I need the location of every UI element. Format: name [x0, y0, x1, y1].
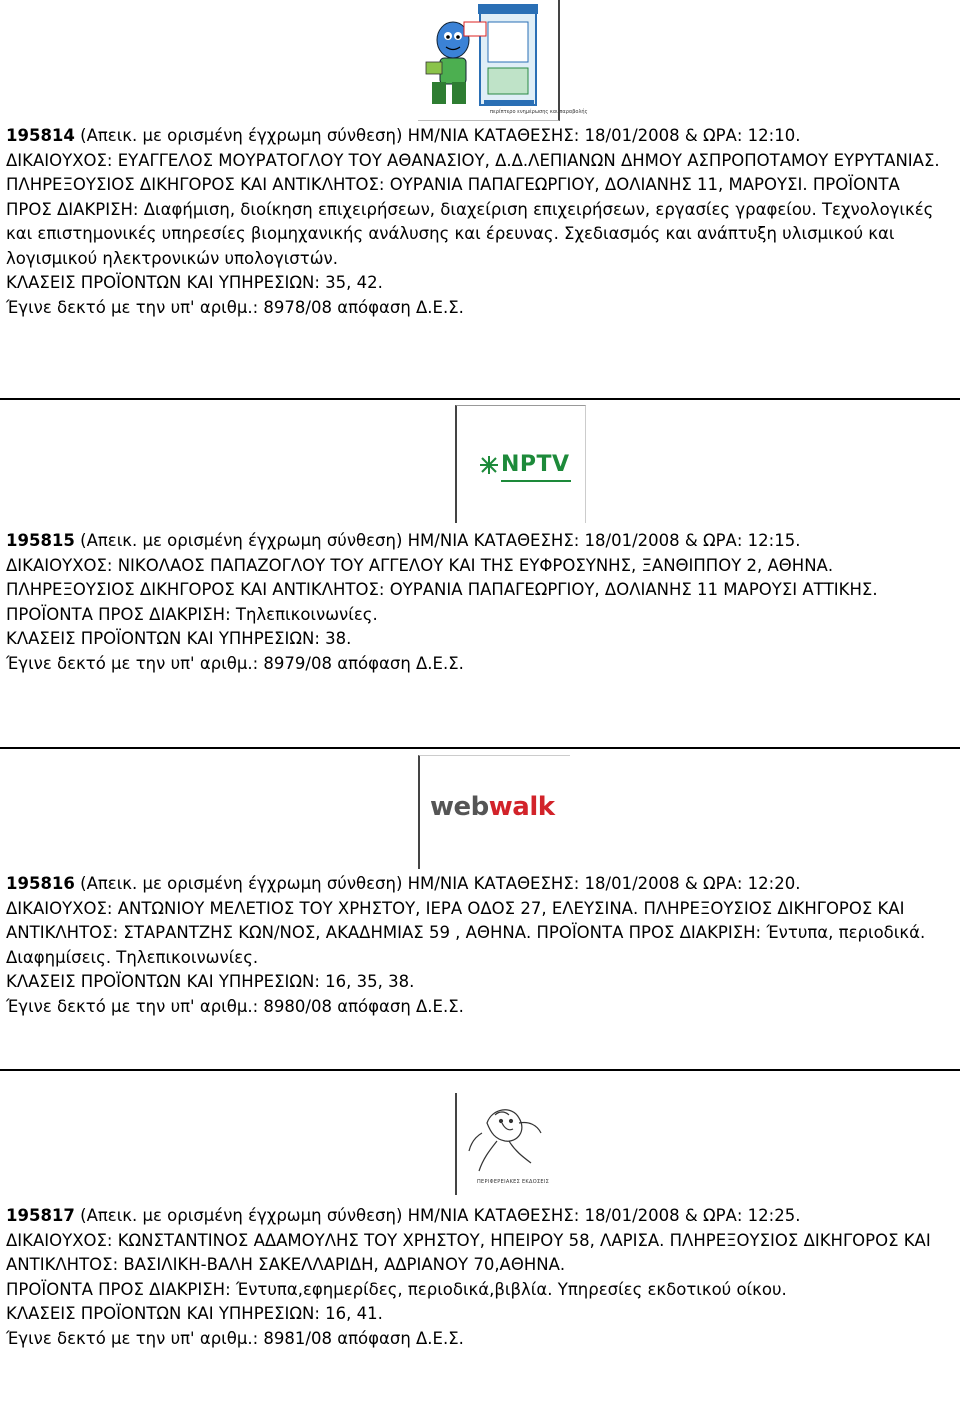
- periferiakes-caption: ΠΕΡΙΦΕΡΕΙΑΚΕΣ ΕΚΔΟΣΕΙΣ: [477, 1179, 550, 1185]
- trademark-logo-webwalk: [418, 755, 570, 869]
- entry-195816: [6, 872, 941, 1019]
- filing-info: (Απεικ. με ορισμένη έγχρωμη σύνθεση) ΗΜ/ΝΙΑ ΚΑΤΑΘΕΣΗΣ: 18/01/2008 & ΩΡΑ: 12:25.: [74, 1206, 801, 1225]
- kiosk-caption: περίπτερο ενημέρωσης και παραβολής: [490, 109, 588, 115]
- filing-info: (Απεικ. με ορισμένη έγχρωμη σύνθεση) ΗΜ/ΝΙΑ ΚΑΤΑΘΕΣΗΣ: 18/01/2008 & ΩΡΑ: 12:20.: [74, 874, 801, 893]
- entry-195814: [6, 124, 941, 320]
- webwalk-logo-text: [430, 792, 555, 822]
- entry-products: ΠΡΟΪΟΝΤΑ ΠΡΟΣ ΔΙΑΚΡΙΣΗ: Έντυπα,εφημερίδες, περιοδικά,βιβλία. Υπηρεσίες εκδοτικού οίκου.: [6, 1279, 787, 1299]
- entry-products: ΠΡΟΪΟΝΤΑ ΠΡΟΣ ΔΙΑΚΡΙΣΗ: Τηλεπικοινωνίες.: [6, 604, 378, 624]
- entry-acceptance: Έγινε δεκτό με την υπ' αριθμ.: 8978/08 απόφαση Δ.Ε.Σ.: [6, 297, 464, 317]
- entry-body: ΔΙΚΑΙΟΥΧΟΣ: ΝΙΚΟΛΑΟΣ ΠΑΠΑΖΟΓΛΟΥ ΤΟΥ ΑΓΓΕΛΟΥ ΚΑΙ ΤΗΣ ΕΥΦΡΟΣΥΝΗΣ, ΞΑΝΘΙΠΠΟΥ 2, ΑΘΗΝΑ. ΠΛΗΡΕΞΟΥΣΙΟΣ ΔΙΚΗΓΟΡΟΣ ΚΑΙ ΑΝΤΙΚΛΗΤΟΣ: ΟΥΡΑΝΙΑ ΠΑΠΑΓΕΩΡΓΙΟΥ, ΔΟΛΙΑΝΗΣ 11 ΜΑΡΟΥΣΙ ΑΤΤΙΚΗΣ.: [6, 555, 878, 599]
- entry-header: [6, 529, 941, 554]
- webwalk-logo-part-web: web: [430, 792, 489, 822]
- star-icon: [479, 455, 499, 475]
- filing-info: (Απεικ. με ορισμένη έγχρωμη σύνθεση) ΗΜ/ΝΙΑ ΚΑΤΑΘΕΣΗΣ: 18/01/2008 & ΩΡΑ: 12:10.: [74, 126, 801, 145]
- entry-195815: [6, 529, 941, 676]
- entry-acceptance: Έγινε δεκτό με την υπ' αριθμ.: 8981/08 απόφαση Δ.Ε.Σ.: [6, 1328, 464, 1348]
- entry-classes: ΚΛΑΣΕΙΣ ΠΡΟΪΟΝΤΩΝ ΚΑΙ ΥΠΗΡΕΣΙΩΝ: 16, 41.: [6, 1304, 383, 1323]
- filing-info: (Απεικ. με ορισμένη έγχρωμη σύνθεση) ΗΜ/ΝΙΑ ΚΑΤΑΘΕΣΗΣ: 18/01/2008 & ΩΡΑ: 12:15.: [74, 531, 801, 550]
- nptv-underline: [501, 480, 571, 482]
- application-number: 195815: [6, 531, 75, 550]
- trademark-logo-nptv: [455, 405, 586, 523]
- entry-classes: ΚΛΑΣΕΙΣ ΠΡΟΪΟΝΤΩΝ ΚΑΙ ΥΠΗΡΕΣΙΩΝ: 38.: [6, 629, 352, 648]
- entry-separator: [0, 1069, 960, 1071]
- entry-header: [6, 124, 941, 149]
- entry-separator: [0, 747, 960, 749]
- entry-header: [6, 872, 941, 897]
- trademark-logo-kiosk: [418, 0, 588, 121]
- entry-acceptance: Έγινε δεκτό με την υπ' αριθμ.: 8980/08 απόφαση Δ.Ε.Σ.: [6, 996, 464, 1016]
- application-number: 195816: [6, 874, 75, 893]
- entry-body: ΔΙΚΑΙΟΥΧΟΣ: ΑΝΤΩΝΙΟΥ ΜΕΛΕΤΙΟΣ ΤΟΥ ΧΡΗΣΤΟΥ, ΙΕΡΑ ΟΔΟΣ 27, ΕΛΕΥΣΙΝΑ. ΠΛΗΡΕΞΟΥΣΙΟΣ ΔΙΚΗΓΟΡΟΣ ΚΑΙ ΑΝΤΙΚΛΗΤΟΣ: ΣΤΑΡΑΝΤΖΗΣ ΚΩΝ/ΝΟΣ, ΑΚΑΔΗΜΙΑΣ 59 , ΑΘΗΝΑ. ΠΡΟΪΟΝΤΑ ΠΡΟΣ ΔΙΑΚΡΙΣΗ: Έντυπα, περιοδικά. Διαφημίσεις. Τηλεπικοινωνίες.: [6, 898, 926, 967]
- entry-body: ΔΙΚΑΙΟΥΧΟΣ: ΚΩΝΣΤΑΝΤΙΝΟΣ ΑΔΑΜΟΥΛΗΣ ΤΟΥ ΧΡΗΣΤΟΥ, ΗΠΕΙΡΟΥ 58, ΛΑΡΙΣΑ. ΠΛΗΡΕΞΟΥΣΙΟΣ ΔΙΚΗΓΟΡΟΣ ΚΑΙ ΑΝΤΙΚΛΗΤΟΣ: ΒΑΣΙΛΙΚΗ-ΒΑΛΗ ΣΑΚΕΛΛΑΡΙΔΗ, ΑΔΡΙΑΝΟΥ 70,ΑΘΗΝΑ.: [6, 1230, 931, 1274]
- entry-classes: ΚΛΑΣΕΙΣ ΠΡΟΪΟΝΤΩΝ ΚΑΙ ΥΠΗΡΕΣΙΩΝ: 35, 42.: [6, 273, 383, 292]
- entry-header: [6, 1204, 941, 1229]
- kiosk-mascot-image: [418, 0, 588, 120]
- figure-sketch-image: [457, 1093, 552, 1178]
- webwalk-logo-part-walk: walk: [488, 792, 555, 822]
- entry-separator: [0, 398, 960, 400]
- application-number: 195814: [6, 126, 75, 145]
- nptv-logo-text: NPTV: [501, 452, 570, 477]
- trademark-logo-periferiakes: [455, 1093, 552, 1195]
- entry-classes: ΚΛΑΣΕΙΣ ΠΡΟΪΟΝΤΩΝ ΚΑΙ ΥΠΗΡΕΣΙΩΝ: 16, 35, 38.: [6, 972, 415, 991]
- entry-195817: [6, 1204, 941, 1351]
- entry-acceptance: Έγινε δεκτό με την υπ' αριθμ.: 8979/08 απόφαση Δ.Ε.Σ.: [6, 653, 464, 673]
- application-number: 195817: [6, 1206, 75, 1225]
- entry-body: ΔΙΚΑΙΟΥΧΟΣ: ΕΥΑΓΓΕΛΟΣ ΜΟΥΡΑΤΟΓΛΟΥ ΤΟΥ ΑΘΑΝΑΣΙΟΥ, Δ.Δ.ΛΕΠΙΑΝΩΝ ΔΗΜΟΥ ΑΣΠΡΟΠΟΤΑΜΟΥ ΕΥΡΥΤΑΝΙΑΣ. ΠΛΗΡΕΞΟΥΣΙΟΣ ΔΙΚΗΓΟΡΟΣ ΚΑΙ ΑΝΤΙΚΛΗΤΟΣ: ΟΥΡΑΝΙΑ ΠΑΠΑΓΕΩΡΓΙΟΥ, ΔΟΛΙΑΝΗΣ 11, ΜΑΡΟΥΣΙ. ΠΡΟΪΟΝΤΑ ΠΡΟΣ ΔΙΑΚΡΙΣΗ: Διαφήμιση, διοίκηση επιχειρήσεων, διαχείριση επιχειρήσεων, εργασίες γραφείου. Τεχνολογικές και επιστημονικές υπηρεσίες βιομηχανικής ανάλυσης και έρευνας. Σχεδιασμός και ανάπτυξη υλισμικού και λογισμικού ηλεκτρονικών υπολογιστών.: [6, 150, 940, 268]
